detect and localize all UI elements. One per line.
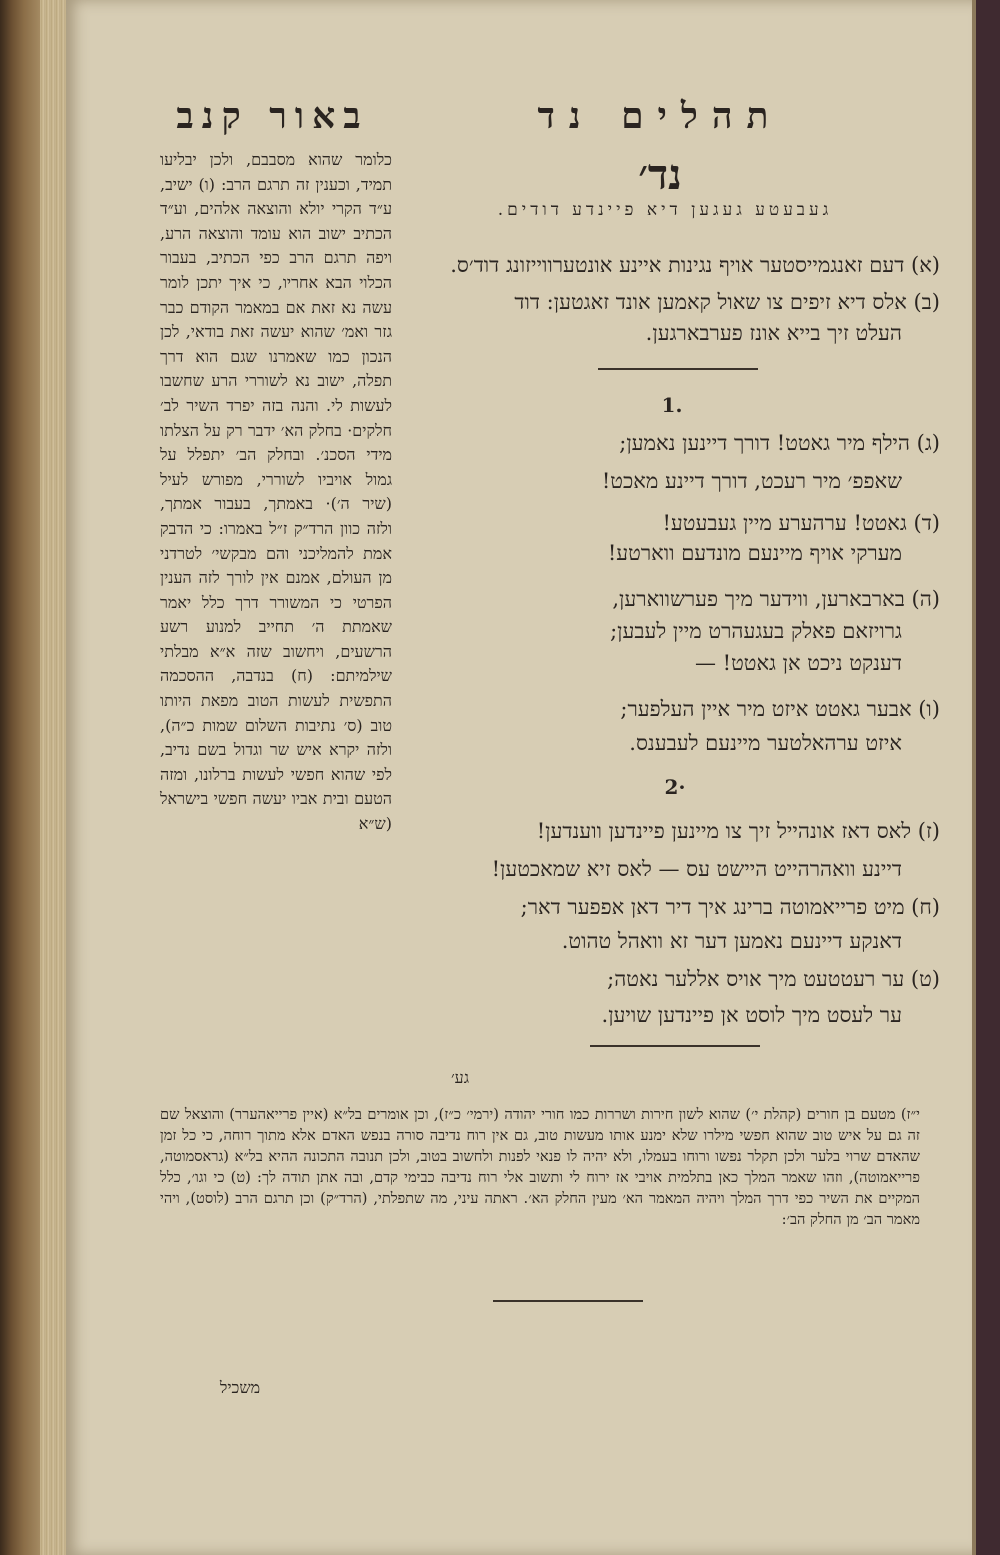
verse-line: העלט זיך בייא אונז פערבארגען. (645, 321, 902, 345)
footer-divider (493, 1300, 643, 1302)
verse-line: (ג) הילף מיר גאטט! דורך דיינען נאמען; (619, 431, 940, 455)
verse-line: דאנקע דיינעם נאמען דער זא וואהל טהוט. (561, 929, 902, 953)
verse-line: (ו) אבער גאטט איזט מיר איין העלפער; (620, 697, 940, 721)
intro-verses (420, 250, 940, 350)
catchword: גע׳ (450, 1068, 470, 1087)
verse-line: (ט) ער רעטטעט מיך אויס אללער נאטה; (607, 967, 940, 991)
section-2-verses (420, 816, 940, 1036)
verse-line: איזט ערהאלטער מיינעם לעבענס. (629, 731, 902, 755)
section-1-verses (420, 428, 940, 768)
verse-line: (ד) גאטט! ערהערע מיין געבעטע! (662, 511, 940, 535)
section-divider (598, 368, 758, 370)
verse-line: (א) דעם זאנגמייסטער אויף נגינות איינע אונטערווייזונג דוד׳ס. (450, 253, 940, 277)
page-edges (40, 0, 66, 1555)
verse-line: שאפפ׳ מיר רעכט, דורך דיינע מאכט! (601, 469, 902, 493)
book-spine (0, 0, 40, 1555)
section-divider (590, 1045, 760, 1047)
commentary-column (160, 148, 392, 837)
commentary-text: כלומר שהוא מסבבם, ולכן יבליעו תמיד, וכענין זה תרגם הרב: (ו) ישיב, ע״ד הקרי יולא והוצאה אלהים, וע״ד הכתיב ישוב הוא עומד והוצאה הרע, ויפה תרגם הרב כפי הכתיב, בעבור הכלוי הבא אחריו, כי איך יתכן לומר עשה נא זאת אם במאמר הקודם כבר גזר ואמ׳ שהוא יעשה זאת בודאי, לכן הנכון כמו שאמרנו שגם הוא דרך תפלה, ישוב נא לשוררי הרע שחשבו לעשות לי. והנה בזה יפרד השיר לב׳ חלקים· בחלק הא׳ ידבר רק על הצלתו מידי הסכנ׳. ובחלק הב׳ יתפלל על גמול אויביו לשוררי, מפורש לעיל (שיר ה׳)· באמתך, בעבור אמתך, ולזה כוון הרד״ק ז״ל באמרו: כי הדבק אמת להמליכני והם מבקשי׳ לטרדני מן העולם, אמנם אין לורך לזה הענין הפרטי כי המשורר דרך כלל יאמר שאמתת ה׳ תחייב למנוע רשע הרשעים, ויחשוב שזה א״א מבלתי שילמיתם: (ח) בנדבה, ההסכמה התפשית לעשות הטוב מפאת היותו טוב (ס׳ נתיבות השלום שמות כ״ה), ולזה יקרא איש שר וגדול בשם נדיב, לפי שהוא חפשי לעשות ברלונו, ומזה הטעם ובית אביו יעשה חפשי בישראל (ש״א (160, 150, 392, 834)
verse-line: גרויזאם פאלק בעגעהרט מיין לעבען; (610, 619, 902, 643)
verse-line: ער לעסט מיך לוסט אן פיינדען שויען. (601, 1003, 902, 1027)
verse-line: דיינע וואהרהייט היישט עס — לאס זיא שמאכטען! (491, 857, 902, 881)
book-cover-edge (976, 0, 1000, 1555)
verse-line: (ח) מיט פרייאמוטה ברינג איך דיר דאן אפפער דאר; (520, 895, 940, 919)
footnote-block (160, 1104, 920, 1230)
footnote-text: י״ז) מטעם בן חורים (קהלת י׳) שהוא לשון חירות ושררות כמו חורי יהודה (ירמי׳ כ״ז), וכן אומרים בל״א (איין פרייאהערר) והוצאל שם זה גם על איש טוב שהוא חפשי מילרו שלא ימנע אותו מעשות טוב, גם אין רוח נדיבה סורה בנפש האדם אלא מתוך רוחה, כי כל זמן שהאדם שרוי בלער ולכן תקלר נפשו ורוחו בעמלו, ולא יהיה לו פנאי לפנות ולחשוב בטוב, ולכן תנובה התכונה ההיא בל״א (גראסמוטה, פרייאמוטה), וזהו שאמר המלך כאן בתלמית אויבי אז ירוח לי ותשוב אלי רוח נדיבה כבימי קדם, ובה אתן תודה לך: (ט) כי וגו׳, כלל המקיים את השיר כפי דרך המלך ויהיה המאמר הא׳ מעין החלק הא׳. ראתה עיני, מה שתפלתי, (הרד״ק) וכן תרגם הרב (לוסט), ויהי מאמר הב׳ מן החלק הב׳: (160, 1106, 921, 1228)
verse-line: (ה) בארבארען, ווידער מיך פערשווארען, (612, 587, 940, 611)
section-number: 2· (664, 775, 686, 799)
psalm-superscription: געבעטע געגען דיא פיינדע דודים. (497, 200, 833, 220)
section-number: 1. (661, 393, 683, 417)
verse-line: מערקי אויף מיינעם מונדעם ווארטע! (607, 541, 902, 565)
verse-line: (ז) לאס דאז אונהייל זיך צו מיינען פיינדען ווענדען! (536, 819, 940, 843)
running-header-commentary: באור קנב (176, 95, 369, 137)
psalm-number: נד׳ (638, 150, 682, 199)
signature-mark: משכיל (219, 1378, 261, 1397)
verse-line: (ב) אלס דיא זיפים צו שאול קאמען אונד זאגטען: דוד (514, 290, 940, 314)
running-header-main: תהלים נד (537, 95, 783, 137)
verse-line: דענקט ניכט אן גאטט! — (694, 651, 902, 675)
